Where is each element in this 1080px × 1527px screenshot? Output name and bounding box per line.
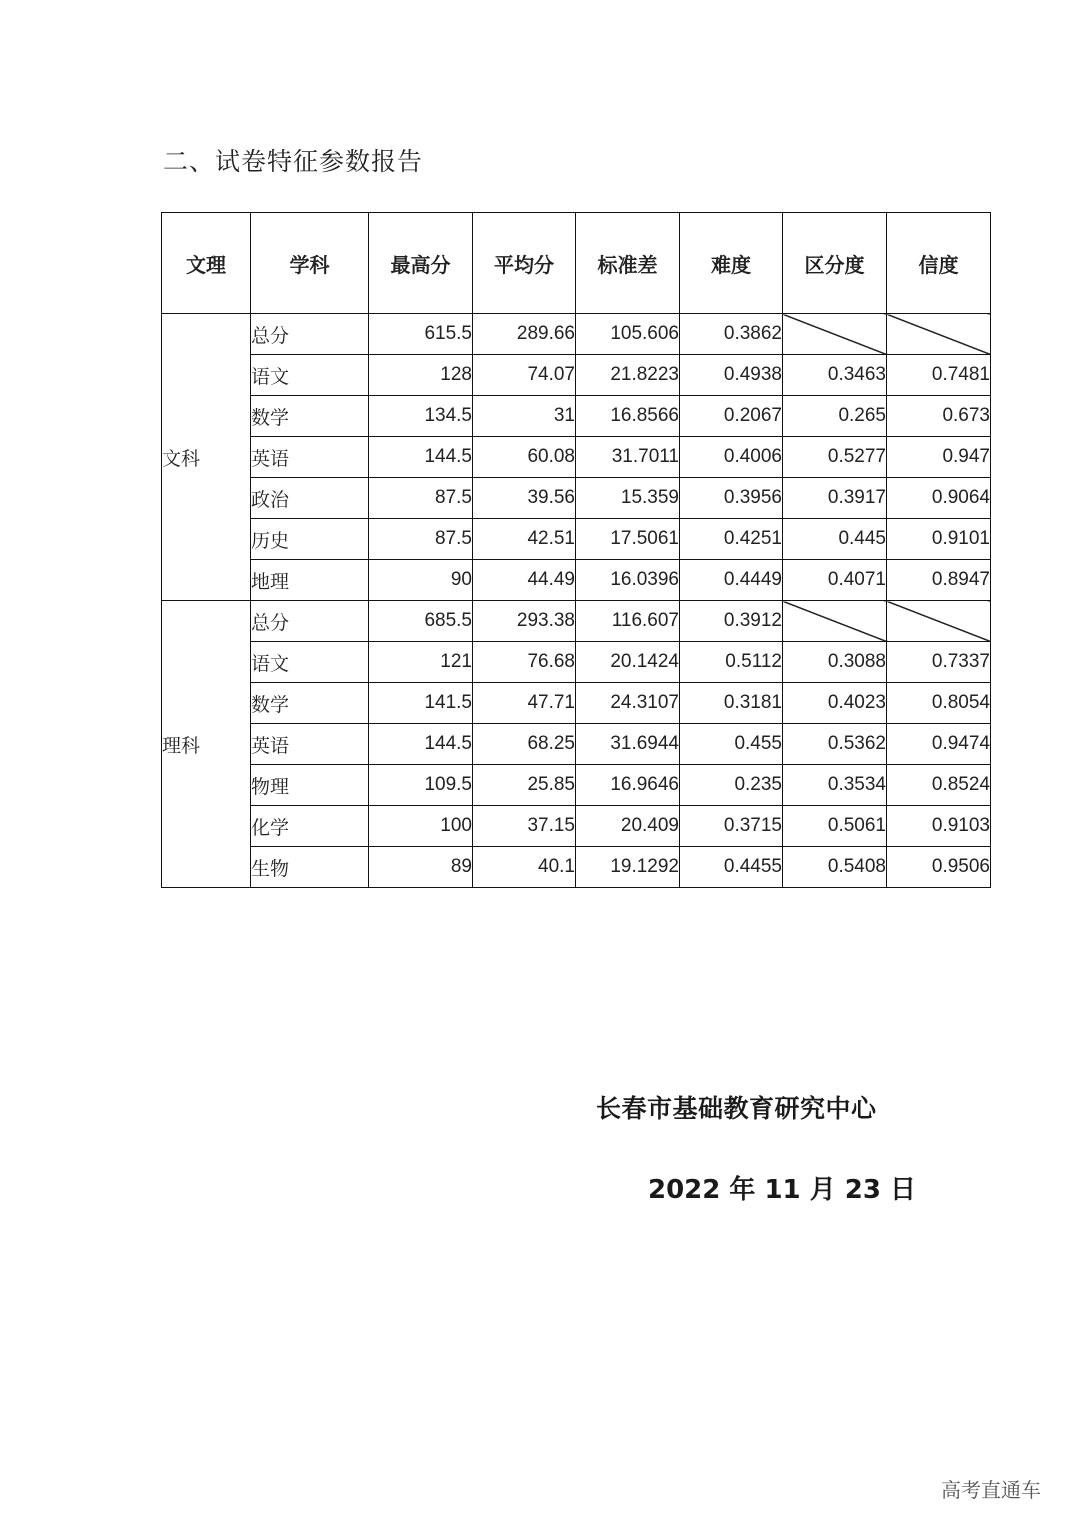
table-row [162,642,991,683]
difficulty-cell: 0.5112 [680,642,783,683]
discrimination-cell: 0.5061 [783,806,887,847]
std-dev-cell: 16.9646 [576,765,680,806]
difficulty-cell: 0.4449 [680,560,783,601]
std-dev-cell: 24.3107 [576,683,680,724]
difficulty-cell: 0.4006 [680,437,783,478]
subject-cell: 生物 [251,847,369,888]
reliability-cell: 0.7337 [887,642,991,683]
header-std-dev: 标准差 [576,213,680,314]
header-average: 平均分 [473,213,576,314]
discrimination-cell: 0.3463 [783,355,887,396]
discrimination-cell: 0.445 [783,519,887,560]
table-row [162,314,991,355]
average-cell: 76.68 [473,642,576,683]
std-dev-cell: 17.5061 [576,519,680,560]
table-row [162,724,991,765]
discrimination-cell: 0.3534 [783,765,887,806]
difficulty-cell: 0.3715 [680,806,783,847]
reliability-cell: 0.9103 [887,806,991,847]
difficulty-cell: 0.4938 [680,355,783,396]
empty-slashed-cell [783,314,887,355]
header-reliability: 信度 [887,213,991,314]
discrimination-cell: 0.5277 [783,437,887,478]
subject-cell: 英语 [251,724,369,765]
issuer-signature: 长春市基础教育研究中心 [596,1094,877,1123]
reliability-cell: 0.947 [887,437,991,478]
table-row [162,519,991,560]
header-discrimination: 区分度 [783,213,887,314]
group-label-cell: 理科 [162,601,251,888]
reliability-cell: 0.673 [887,396,991,437]
subject-cell: 语文 [251,642,369,683]
table-row [162,560,991,601]
discrimination-cell: 0.3917 [783,478,887,519]
empty-slashed-cell [783,601,887,642]
difficulty-cell: 0.4455 [680,847,783,888]
subject-cell: 数学 [251,683,369,724]
std-dev-cell: 20.1424 [576,642,680,683]
average-cell: 293.38 [473,601,576,642]
reliability-cell: 0.8054 [887,683,991,724]
discrimination-cell: 0.5408 [783,847,887,888]
reliability-cell: 0.8947 [887,560,991,601]
max-score-cell: 134.5 [369,396,473,437]
reliability-cell: 0.9101 [887,519,991,560]
average-cell: 25.85 [473,765,576,806]
subject-cell: 历史 [251,519,369,560]
difficulty-cell: 0.455 [680,724,783,765]
section-title: 二、试卷特征参数报告 [163,147,424,176]
difficulty-cell: 0.3862 [680,314,783,355]
max-score-cell: 615.5 [369,314,473,355]
subject-cell: 政治 [251,478,369,519]
average-cell: 37.15 [473,806,576,847]
difficulty-cell: 0.4251 [680,519,783,560]
std-dev-cell: 16.0396 [576,560,680,601]
max-score-cell: 89 [369,847,473,888]
discrimination-cell: 0.3088 [783,642,887,683]
reliability-cell: 0.9064 [887,478,991,519]
difficulty-cell: 0.3956 [680,478,783,519]
std-dev-cell: 105.606 [576,314,680,355]
table-header-row [162,213,991,314]
discrimination-cell: 0.5362 [783,724,887,765]
subject-cell: 总分 [251,314,369,355]
std-dev-cell: 21.8223 [576,355,680,396]
discrimination-cell: 0.4071 [783,560,887,601]
subject-cell: 总分 [251,601,369,642]
subject-cell: 语文 [251,355,369,396]
header-max-score: 最高分 [369,213,473,314]
std-dev-cell: 19.1292 [576,847,680,888]
header-wenli: 文理 [162,213,251,314]
subject-cell: 地理 [251,560,369,601]
reliability-cell: 0.9506 [887,847,991,888]
max-score-cell: 144.5 [369,437,473,478]
table-body [162,314,991,888]
difficulty-cell: 0.2067 [680,396,783,437]
max-score-cell: 109.5 [369,765,473,806]
average-cell: 40.1 [473,847,576,888]
subject-cell: 数学 [251,396,369,437]
watermark: 高考直通车 [941,1478,1041,1502]
std-dev-cell: 116.607 [576,601,680,642]
average-cell: 39.56 [473,478,576,519]
reliability-cell: 0.9474 [887,724,991,765]
header-difficulty: 难度 [680,213,783,314]
average-cell: 289.66 [473,314,576,355]
difficulty-cell: 0.3181 [680,683,783,724]
exam-parameter-table [161,212,991,888]
empty-slashed-cell [887,314,991,355]
table-row [162,437,991,478]
table-row [162,355,991,396]
subject-cell: 物理 [251,765,369,806]
average-cell: 31 [473,396,576,437]
std-dev-cell: 31.7011 [576,437,680,478]
subject-cell: 英语 [251,437,369,478]
average-cell: 68.25 [473,724,576,765]
max-score-cell: 141.5 [369,683,473,724]
std-dev-cell: 15.359 [576,478,680,519]
table-row [162,683,991,724]
max-score-cell: 87.5 [369,519,473,560]
table-row [162,806,991,847]
average-cell: 44.49 [473,560,576,601]
header-subject: 学科 [251,213,369,314]
max-score-cell: 100 [369,806,473,847]
subject-cell: 化学 [251,806,369,847]
max-score-cell: 87.5 [369,478,473,519]
std-dev-cell: 31.6944 [576,724,680,765]
max-score-cell: 90 [369,560,473,601]
group-label-cell: 文科 [162,314,251,601]
max-score-cell: 121 [369,642,473,683]
max-score-cell: 144.5 [369,724,473,765]
std-dev-cell: 20.409 [576,806,680,847]
max-score-cell: 685.5 [369,601,473,642]
table-row [162,478,991,519]
empty-slashed-cell [887,601,991,642]
max-score-cell: 128 [369,355,473,396]
table-row [162,765,991,806]
table-row [162,847,991,888]
reliability-cell: 0.8524 [887,765,991,806]
table-row [162,601,991,642]
discrimination-cell: 0.4023 [783,683,887,724]
reliability-cell: 0.7481 [887,355,991,396]
average-cell: 74.07 [473,355,576,396]
difficulty-cell: 0.235 [680,765,783,806]
issue-date: 2022 年 11 月 23 日 [648,1175,916,1205]
difficulty-cell: 0.3912 [680,601,783,642]
table-row [162,396,991,437]
average-cell: 60.08 [473,437,576,478]
average-cell: 42.51 [473,519,576,560]
std-dev-cell: 16.8566 [576,396,680,437]
discrimination-cell: 0.265 [783,396,887,437]
average-cell: 47.71 [473,683,576,724]
